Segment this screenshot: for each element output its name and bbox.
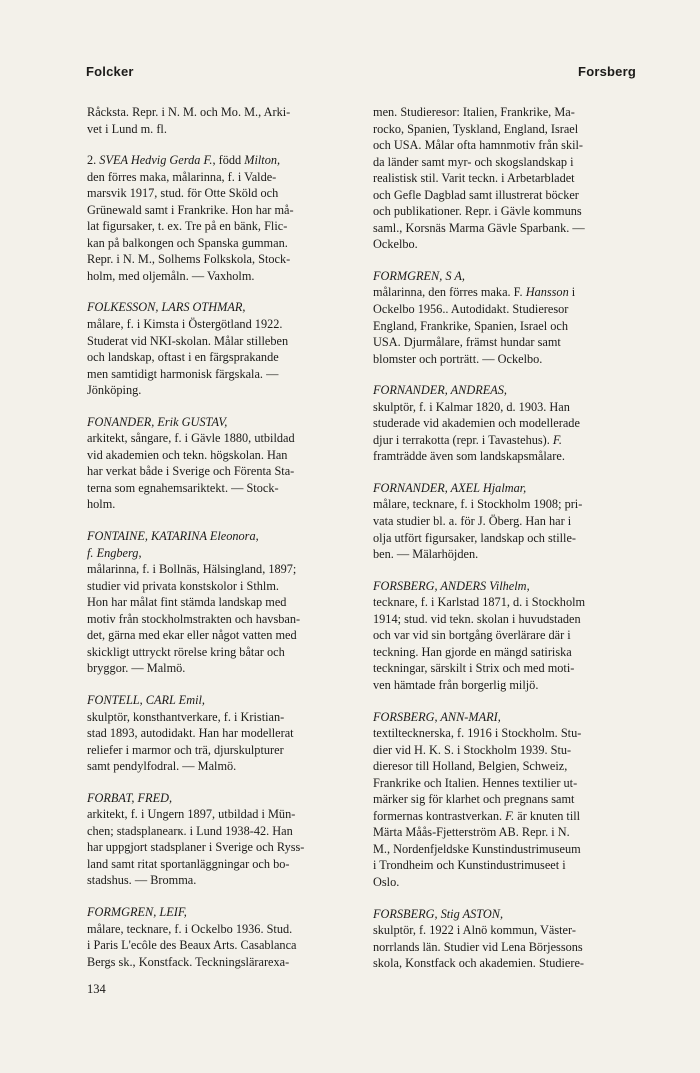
entry-text-fragment: Frankrike och Italien. Hennes textilier ut-: [373, 775, 578, 790]
entry-text-line: chen; stadsplanearк. i Lund 1938-42. Han: [87, 823, 293, 838]
entry-text-line: har verkat både i Sverige och Förenta Sta-: [87, 464, 295, 479]
entry-text-fragment: i Trondheim och Kunstindustrimuseet i: [373, 858, 566, 873]
entry-text-line: da länder samt myr- och skogslandskap i: [373, 154, 574, 169]
entry-text-fragment: Ockelbo 1956.. Autodidakt. Studieresor: [373, 302, 569, 317]
entry-name-text: FORSBERG, ANN-MARI,: [373, 709, 501, 724]
entry-text-fragment: Hansson: [525, 285, 569, 300]
entry-text-line: 1914; stud. vid tekn. skolan i huvudstaden: [373, 611, 581, 626]
entry-text-fragment: F.: [505, 808, 515, 823]
entry-text-line: [373, 775, 641, 792]
entry-text-fragment: märker sig för klarhet och pregnans samt: [373, 792, 575, 807]
entry-text-fragment: Märta Måås-Fjetterström AB. Repr. i N.: [373, 825, 570, 840]
entry-text-line: ven hämtade från borgerlig miljö.: [373, 677, 539, 692]
entry-text-fragment: målarinna, den förres maka. F.: [373, 285, 526, 300]
entry-text-line: lat figursaker, t. ex. Tre på en bänk, Flic-: [87, 219, 288, 234]
entry-text-line: skola, Konstfack och akademien. Studiere-: [373, 956, 585, 971]
entry-text-line: Råcksta. Repr. i N. M. och Mo. M., Arki-: [87, 105, 291, 119]
entry-text-line: Studerat vid NKI-skolan. Målar stilleben: [87, 333, 289, 348]
page-number: 134: [87, 982, 106, 996]
entry-text-line: Ockelbo.: [373, 237, 418, 252]
entry-text-line: [373, 415, 641, 432]
entry-text-line: vid akademien och tekn. högskolan. Han: [87, 447, 288, 462]
entry-text-line: [373, 334, 641, 351]
entry-name: [373, 480, 641, 497]
entry-text-line: skulptör, konsthantverkare, f. i Kristian-: [87, 709, 285, 724]
entry-text-line: samt pendylfodral. — Malmö.: [87, 759, 237, 774]
entry-name: [87, 152, 349, 169]
entry-text-line: [373, 725, 641, 742]
entry-text-line: arkitekt, sångare, f. i Gävle 1880, utbildad: [87, 431, 295, 446]
entry-text-line: [373, 824, 641, 841]
entry-text-line: [373, 808, 641, 825]
entry-text-fragment: dier vid H. K. S. i Stockholm 1939. Stu-: [373, 742, 572, 757]
entry-text-line: [373, 448, 641, 465]
entry-name-text: FONANDER, Erik GUSTAV,: [87, 414, 228, 429]
entry-text-line: Repr. i N. M., Solhems Folkskola, Stock-: [87, 252, 291, 267]
entry-text-line: tecknare, f. i Karlstad 1871, d. i Stockholm: [373, 595, 586, 610]
dictionary-entry: [87, 528, 349, 677]
dictionary-entry: [373, 906, 641, 972]
entry-text-fragment: formernas kontrastverkan.: [373, 808, 506, 823]
entry-text-line: Hon har målat fint stämda landskap med: [87, 595, 287, 610]
entry-text-line: målare, tecknare, f. i Ockelbo 1936. Stud.: [87, 921, 293, 936]
entry-text-fragment: M., Nordenfjeldske Kunstindustrimuseum: [373, 841, 581, 856]
entry-text-fragment: framträdde även som landskapsmålare.: [373, 449, 565, 464]
dictionary-entry: [373, 268, 641, 367]
entry-text-line: ben. — Mälarhöjden.: [373, 547, 479, 562]
entry-text-fragment: skulptör, f. i Kalmar 1820, d. 1903. Han: [373, 399, 570, 414]
entry-text-line: [373, 758, 641, 775]
entry-text-line: och Gefle Dagblad samt illustrerat böcker: [373, 187, 579, 202]
entry-text-line: Jönköping.: [87, 383, 142, 398]
entry-text-fragment: USA. Djurmålare, främst hundar samt: [373, 335, 561, 350]
entry-text-line: saml., Korsnäs Marma Gävle Sparbank. —: [373, 220, 585, 235]
dictionary-entry: [87, 414, 349, 513]
dictionary-entry: [87, 104, 349, 137]
entry-text-line: terna som egnahemsariktekt. — Stock-: [87, 480, 279, 495]
entry-text-line: i Paris L'ecôle des Beaux Arts. Casablanca: [87, 938, 297, 953]
entry-text-line: marsvik 1917, stud. för Otte Sköld och: [87, 186, 279, 201]
entry-text-fragment: blomster och porträtt. — Ockelbo.: [373, 351, 543, 366]
entry-name-text: FONTELL, CARL Emil,: [87, 692, 205, 707]
running-header-right: Forsberg: [578, 64, 636, 79]
entry-text-line: [373, 857, 641, 874]
entry-text-line: [373, 301, 641, 318]
entry-text-line: vata studier bl. a. för J. Öberg. Han har i: [373, 514, 572, 529]
entry-text-line: [373, 318, 641, 335]
entry-text-line: stadshus. — Bromma.: [87, 873, 197, 888]
entry-text-fragment: England, Frankrike, Spanien, Israel och: [373, 318, 568, 333]
dictionary-entry: [87, 692, 349, 775]
entry-name-part: Milton,: [244, 153, 281, 168]
entry-name: [373, 906, 641, 923]
entry-text-fragment: studerade vid akademien och modellerade: [373, 416, 580, 431]
entry-text-line: och landskap, oftast i en färgsprakande: [87, 350, 279, 365]
entry-text-line: [373, 351, 641, 368]
entry-text-fragment: i: [568, 285, 576, 300]
entry-text-fragment: Oslo.: [373, 874, 400, 889]
entry-text-line: olja utfört figursaker, landskap och stille-: [373, 530, 577, 545]
entry-text-line: motiv från stockholmstrakten och havsban-: [87, 611, 301, 626]
entry-text-line: rocko, Spanien, Tyskland, England, Israel: [373, 121, 579, 136]
entry-name-text: FONTAINE, KATARINA Eleonora,: [87, 529, 259, 544]
entry-name-text: FORNANDER, ANDREAS,: [373, 383, 507, 398]
entry-name: [87, 414, 349, 431]
entry-text-line: bryggor. — Malmö.: [87, 661, 186, 676]
dictionary-entry: [87, 904, 349, 970]
dictionary-entry: [87, 152, 349, 284]
dictionary-entry: [87, 790, 349, 889]
entry-name-text: FORSBERG, Stig ASTON,: [373, 906, 504, 921]
entry-name-part: SVEA Hedvig Gerda F.: [99, 153, 213, 168]
dictionary-entry: [373, 104, 641, 253]
entry-name: [87, 790, 349, 807]
entry-name: [373, 382, 641, 399]
entry-text-line: [373, 791, 641, 808]
entry-name: [87, 299, 349, 316]
entry-text-line: stad 1893, autodidakt. Han har modellerat: [87, 726, 294, 741]
entry-name-part: , född: [212, 153, 245, 168]
running-header-left: Folcker: [86, 64, 134, 79]
entry-text-line: [373, 742, 641, 759]
entry-text-line: skulptör, f. 1922 i Alnö kommun, Väster-: [373, 923, 576, 938]
entry-name-text: FORMGREN, LEIF,: [87, 904, 187, 919]
entry-text-line: reliefer i marmor och trä, djurskulpturer: [87, 742, 284, 757]
entry-text-line: och var vid sin bortgång överlärare där i: [373, 628, 571, 643]
entry-name-text: FORNANDER, AXEL Hjalmar,: [373, 480, 527, 495]
dictionary-entry: [373, 382, 641, 465]
entry-name-text: FORMGREN, S A,: [373, 268, 465, 283]
entry-text-line: [373, 284, 641, 301]
entry-name: [373, 709, 641, 726]
entry-text-fragment: är knuten till: [514, 808, 581, 823]
entry-text-fragment: F.: [552, 432, 562, 447]
entry-text-line: målare, f. i Kimsta i Östergötland 1922.: [87, 317, 283, 332]
entry-text-fragment: djur i terrakotta (repr. i Tavastehus).: [373, 432, 553, 447]
left-column: [87, 104, 349, 985]
entry-text-line: teckning. Han gjorde en mängd satiriska: [373, 644, 572, 659]
entry-text-line: målarinna, f. i Bollnäs, Hälsingland, 1897;: [87, 562, 297, 577]
entry-text-line: [373, 874, 641, 891]
entry-text-line: men samtidigt harmonisk färgskala. —: [87, 366, 279, 381]
entry-name-part: 2.: [87, 153, 100, 168]
entry-text-line: skickligt uttryckt rörelse kring båtar och: [87, 644, 285, 659]
dictionary-entry: [87, 299, 349, 398]
entry-name: [87, 528, 349, 545]
entry-name-text: FORBAT, FRED,: [87, 790, 173, 805]
entry-name-text: FOLKESSON, LARS OTHMAR,: [87, 300, 246, 315]
entry-text-line: Bergs sk., Konstfack. Teckningslärarexa-: [87, 954, 290, 969]
entry-text-line: men. Studieresor: Italien, Frankrike, Ma-: [373, 105, 575, 119]
entry-text-line: vet i Lund m. fl.: [87, 121, 167, 136]
entry-text-line: [373, 841, 641, 858]
entry-text-line: det, gärna med ekar eller något vatten med: [87, 628, 297, 643]
entry-text-line: har uppgjort stadsplaner i Sverige och Ryss-: [87, 840, 305, 855]
dictionary-entry: [373, 480, 641, 563]
entry-text-line: och USA. Målar ofta hamnmotiv från skil-: [373, 138, 584, 153]
entry-name-text: FORSBERG, ANDERS Vilhelm,: [373, 578, 530, 593]
entry-text-line: och publikationer. Repr. i Gävle kommuns: [373, 204, 582, 219]
entry-text-line: arkitekt, f. i Ungern 1897, utbildad i Mün-: [87, 807, 296, 822]
right-column: [373, 104, 641, 987]
entry-text-line: land samt ritat sportanläggningar och bo-: [87, 856, 290, 871]
entry-name: [87, 545, 349, 562]
entry-text-line: kan på balkongen och Spanska gumman.: [87, 235, 288, 250]
entry-name-text: f. Engberg,: [87, 545, 142, 560]
entry-text-line: realistisk stil. Varit teckn. i Arbetarbladet: [373, 171, 575, 186]
dictionary-entry: [373, 709, 641, 891]
entry-text-fragment: textiltecknerska, f. 1916 i Stockholm. Stu-: [373, 726, 582, 741]
entry-name: [87, 904, 349, 921]
entry-text-line: Grünewald samt i Frankrike. Hon har må-: [87, 202, 294, 217]
entry-text-fragment: dieresor till Holland, Belgien, Schweiz,: [373, 759, 568, 774]
entry-text-line: teckningar, särskilt i Strix och med motі-: [373, 661, 575, 676]
entry-text-line: målare, tecknare, f. i Stockholm 1908; pri-: [373, 497, 583, 512]
entry-text-line: norrlands län. Studier vid Lena Börjessons: [373, 939, 583, 954]
dictionary-entry: [373, 578, 641, 694]
entry-text-line: [373, 432, 641, 449]
entry-text-line: den förres maka, målarinna, f. i Valde-: [87, 169, 277, 184]
entry-name: [373, 578, 641, 595]
entry-text-line: [373, 399, 641, 416]
entry-text-line: studier vid privata konstskolor i Sthlm.: [87, 578, 279, 593]
entry-text-line: holm.: [87, 497, 116, 512]
entry-text-line: holm, med oljemåln. — Vaxholm.: [87, 268, 255, 283]
entry-name: [87, 692, 349, 709]
entry-name: [373, 268, 641, 285]
